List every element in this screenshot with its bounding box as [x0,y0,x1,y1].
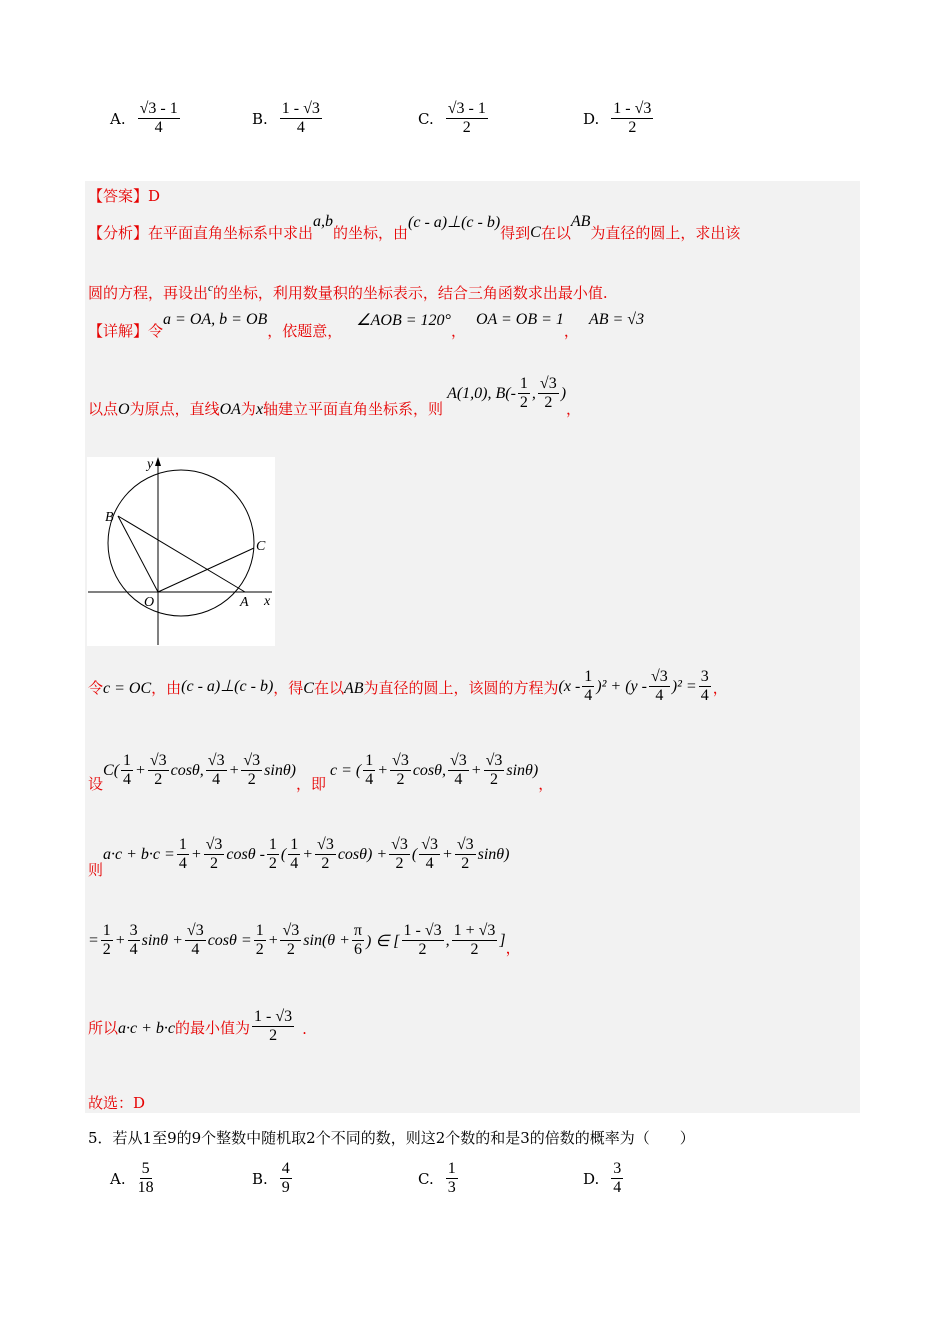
text: 所以 [88,1018,119,1037]
numerator: 1 [177,836,189,855]
denominator: 4 [613,1179,622,1197]
fraction [206,752,227,790]
fraction [352,922,364,960]
math-text: AB = √3 [588,310,645,328]
math-text: AB [343,679,364,697]
option-label: C. [418,1169,434,1188]
math-text: a·c + b·c = [103,845,175,863]
fraction [582,668,594,706]
denominator: 2 [269,1027,278,1045]
denominator: 3 [447,1179,456,1197]
math-text: cosθ = [207,931,252,949]
denominator: 2 [210,855,218,873]
math-text: + [135,761,146,779]
fraction [241,752,262,790]
fraction [252,1008,294,1046]
denominator: 4 [154,119,163,137]
label-o: O [144,595,155,610]
option-label: B. [252,109,268,128]
fraction [446,100,488,138]
math [559,668,713,706]
answer-tag: 【答案】 [88,187,149,205]
math [103,680,151,698]
math-text: c = OC [103,679,152,697]
math-text: C [303,679,314,697]
math-text: + [470,761,482,779]
numerator: 1 [254,922,266,941]
label-a: A [240,595,249,610]
math-text: sinθ + [141,931,183,949]
text: 的坐标，由 [333,224,409,242]
numerator: √3 [206,752,227,771]
math [344,680,364,698]
circle-figure [87,457,275,646]
numerator: 1 [101,922,113,941]
denominator: 4 [425,855,434,873]
text: 故选：D [88,1094,146,1112]
math-text: A(1,0), B(- [447,384,516,402]
fraction [518,375,530,413]
analysis-line-2 [88,282,608,303]
text: 在以 [540,224,571,242]
denominator: 2 [470,941,479,959]
denominator: 4 [123,771,132,789]
text: 为 [240,399,256,418]
numerator: 1 [267,836,279,855]
math-text: ( [411,845,418,863]
text: ，得 [273,678,304,697]
math [530,224,541,242]
math-text: cosθ) + [337,845,388,863]
fraction [280,1160,292,1198]
numerator: √3 - 1 [446,100,488,119]
math-text: O [118,400,130,418]
q5-option-c [418,1160,460,1198]
denominator: 2 [286,941,295,959]
numerator: √3 [315,836,336,855]
text: ，即 [296,774,327,793]
denominator: 4 [178,855,187,873]
math [303,680,314,698]
answer-value: D [148,186,161,205]
numerator: 1 - √3 [402,922,444,941]
numerator: 1 [288,836,300,855]
conclusion-line [88,1008,307,1046]
option-math [609,1160,625,1198]
denominator: 2 [462,119,471,137]
option-label: D. [583,1169,600,1188]
math-text: + [302,845,314,863]
numerator: √3 [455,836,476,855]
denominator: 6 [353,941,362,959]
text: . [302,1019,307,1038]
math [103,752,296,790]
math-text: = [88,931,99,949]
numerator: √3 [649,668,670,687]
numerator: 1 [363,752,375,771]
numerator: 1 [121,752,133,771]
math-text: + [114,931,126,949]
simplify-line [88,922,521,960]
math-text: ) [560,384,567,402]
math-text: cosθ, [412,761,447,779]
choose-line [88,1092,145,1113]
denominator: 4 [454,771,463,789]
numerator: 1 [582,668,594,687]
denominator: 4 [191,941,200,959]
fraction [455,836,476,874]
fraction [389,836,410,874]
analysis-tag: 【分析】 [88,224,149,242]
dot-line [88,836,509,880]
text: 设 [88,774,104,793]
denominator: 2 [519,394,528,412]
numerator: √3 [448,752,469,771]
fraction [138,100,180,138]
numerator: 1 - √3 [611,100,653,119]
fraction [538,375,559,413]
fraction [419,836,440,874]
numerator: 3 [699,668,711,687]
text: ， [566,399,582,418]
option-math [278,1160,294,1198]
fraction [177,836,189,874]
denominator: 2 [321,855,330,873]
math [408,212,500,232]
fraction [402,922,444,960]
denominator: 2 [489,771,498,789]
option-math [136,1160,156,1198]
denominator: 9 [281,1179,290,1197]
math-text: , [445,931,450,949]
math-text: (c - a)⊥(c - b) [181,677,274,695]
text: ， [712,678,728,697]
numerator: 3 [611,1160,623,1179]
text: ，由 [151,678,182,697]
fraction [390,752,411,790]
setc-line [88,752,553,794]
math-text: , [531,384,536,402]
denominator: 2 [628,119,637,137]
math-text: + [228,761,240,779]
text: 则 [88,860,104,879]
answer-line [88,185,160,206]
figure-svg [87,457,275,646]
denominator: 2 [544,394,553,412]
math-text: sinθ) [506,761,539,779]
math-text: c = ( [330,761,362,779]
fraction [101,922,113,960]
math-text: a,b [313,212,334,230]
option-label: B. [252,1169,268,1188]
circle-line [88,668,728,706]
numerator: √3 [538,375,559,394]
denominator: 18 [137,1179,154,1197]
denominator: 4 [365,771,374,789]
fraction [611,1160,623,1198]
q5-option-b [252,1160,294,1198]
fraction [280,100,322,138]
numerator: 1 [518,375,530,394]
q5-option-d [583,1160,625,1198]
math-text: ) ∈ [ [366,932,400,950]
fraction [611,100,653,138]
fraction [699,668,711,706]
text: 以点 [88,399,119,418]
text: 为直径的圆上，该圆的方程为 [363,678,559,697]
option-math [444,100,490,138]
math [589,311,644,329]
numerator: 4 [280,1160,292,1179]
math-text: (x - [558,677,581,695]
numerator: √3 [185,922,206,941]
detail-line [88,310,645,341]
numerator: 5 [140,1160,152,1179]
text: ， [538,774,554,793]
analysis-line [88,212,741,243]
fraction [267,836,279,874]
q4-option-a [110,100,182,138]
math [250,1008,296,1046]
math-text: + [190,845,202,863]
denominator: 2 [461,855,470,873]
denominator: 2 [247,771,256,789]
option-label: A. [110,1169,126,1188]
math-text: a·c + b·c [118,1019,176,1037]
denominator: 4 [212,771,221,789]
math [356,310,451,330]
math [313,213,333,231]
math [476,311,564,329]
numerator: √3 [241,752,262,771]
fraction [363,752,375,790]
y-arrow-icon [155,457,161,466]
math-text: C [530,223,541,241]
text: 为原点，直线 [129,399,220,418]
math-text: OA = OB = 1 [475,310,564,328]
denominator: 2 [102,941,111,959]
option-math [444,1160,460,1198]
math-text: cosθ - [226,845,265,863]
fraction [280,922,301,960]
numerator: 1 - √3 [280,100,322,119]
fraction [448,752,469,790]
math [330,752,538,790]
q4-option-c [418,100,490,138]
text: 的坐标，利用数量积的坐标表示，结合三角函数求出最小值. [212,284,608,302]
math [447,375,566,413]
label-b: B [105,510,114,525]
fraction [185,922,206,960]
numerator: 1 + √3 [452,922,498,941]
fraction [254,922,266,960]
denominator: 2 [395,855,404,873]
math-text: x [255,400,264,418]
denominator: 4 [700,687,709,705]
numerator: √3 - 1 [138,100,180,119]
text: ， [563,322,579,340]
denominator: 2 [396,771,405,789]
question-text: 5．若从1至9的9个整数中随机取2个不同的数，则这2个数的和是3的倍数的概率为（ ） [88,1129,695,1147]
denominator: 4 [296,119,305,137]
math-text: a = OA, b = OB [163,310,268,328]
numerator: √3 [280,922,301,941]
fraction [128,922,140,960]
text: 在平面直角坐标系中求出 [148,224,314,242]
math [181,676,273,696]
fraction [288,836,300,874]
math [118,401,130,419]
denominator: 4 [655,687,664,705]
label-c: C [256,539,266,554]
text: ， [450,322,466,340]
math [220,401,241,419]
text: 令 [88,678,104,697]
math-text: + [377,761,389,779]
coords-line [88,375,581,419]
numerator: 1 - √3 [252,1008,294,1027]
math-text: )² + (y - [596,677,647,695]
option-label: A. [110,109,126,128]
option-math [609,100,655,138]
option-math [278,100,324,138]
math-text: AB [570,212,591,230]
numerator: 3 [128,922,140,941]
denominator: 2 [268,855,277,873]
fraction [484,752,505,790]
text: 令 [148,322,164,340]
label-x: x [264,594,271,609]
math-text: + [267,931,279,949]
fraction [138,1160,154,1198]
text: 得到 [500,224,531,242]
fraction [452,922,498,960]
text: 为直径的圆上，求出该 [590,224,741,242]
math-text: ] [499,931,506,949]
text: 圆的方程，再设出 [88,284,209,302]
detail-tag: 【详解】 [88,322,149,340]
math-text: + [442,845,453,863]
text: 在以 [313,678,344,697]
q4-option-d [583,100,655,138]
segment-oc [158,548,254,592]
denominator: 2 [418,941,427,959]
q4-option-b [252,100,324,138]
label-y: y [147,457,154,472]
fraction [315,836,336,874]
numerator: 1 [446,1160,458,1179]
numerator: √3 [484,752,505,771]
denominator: 2 [154,771,163,789]
numerator: √3 [390,752,411,771]
math-text: ∠AOB = 120° [356,311,451,329]
question-5 [88,1127,695,1148]
option-label: D. [583,109,600,128]
option-math [136,100,182,138]
denominator: 4 [129,941,138,959]
q5-option-a [110,1160,156,1198]
fraction [121,752,133,790]
text: ，依题意， [267,322,343,340]
numerator: √3 [419,836,440,855]
fraction [649,668,670,706]
math-text: sinθ) [264,761,296,779]
math-text: cosθ, [170,761,204,779]
math [256,401,263,419]
math [88,922,506,960]
text: 的最小值为 [175,1018,251,1037]
math-text: c [208,281,213,294]
numerator: √3 [389,836,410,855]
denominator: 4 [290,855,299,873]
text: ， [505,938,521,957]
math-text: C( [103,761,120,779]
math [103,836,509,874]
math [163,311,267,329]
numerator: √3 [148,752,169,771]
fraction [446,1160,458,1198]
math [118,1020,175,1038]
math-text: )² = [671,677,697,695]
math-text: ( [280,845,287,863]
numerator: √3 [204,836,225,855]
denominator: 2 [255,941,264,959]
numerator: π [352,922,364,941]
option-label: C. [418,109,434,128]
math-text: OA [219,400,241,418]
text: 轴建立平面直角坐标系，则 [263,399,444,418]
math-text: sin(θ + [303,931,350,949]
fraction [204,836,225,874]
math [571,213,591,231]
math-text: sinθ) [477,845,510,863]
fraction [148,752,169,790]
denominator: 4 [584,687,593,705]
segment-ba [118,516,245,592]
math-text: (c - a)⊥(c - b) [408,213,501,231]
